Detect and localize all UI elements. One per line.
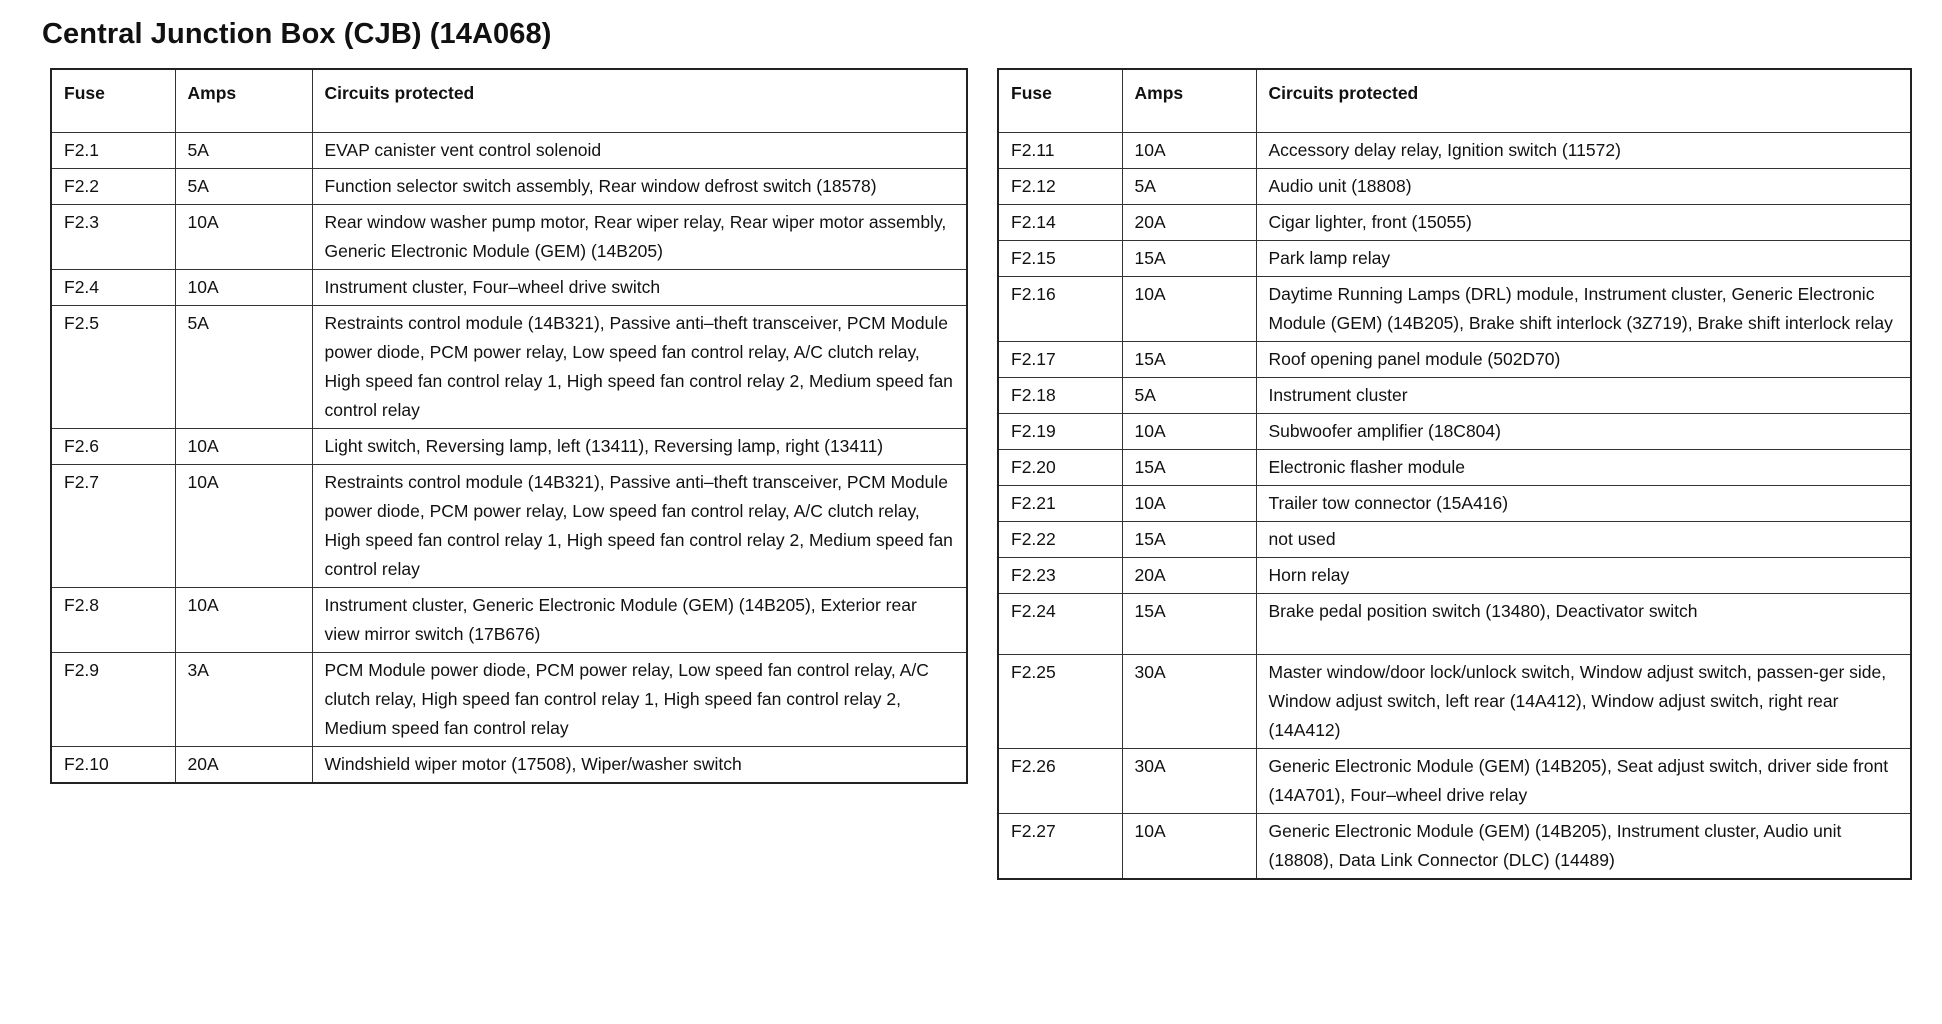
- circuits-cell: Light switch, Reversing lamp, left (13411), Reversing lamp, right (13411): [312, 429, 967, 465]
- column-header-fuse: Fuse: [51, 69, 175, 133]
- circuits-cell: Generic Electronic Module (GEM) (14B205), Seat adjust switch, driver side front (14A701), Four–wheel drive relay: [1256, 749, 1911, 814]
- circuits-cell: Roof opening panel module (502D70): [1256, 342, 1911, 378]
- amps-cell: 10A: [175, 205, 312, 270]
- fuse-cell: F2.27: [998, 814, 1122, 880]
- amps-cell: 15A: [1122, 594, 1256, 655]
- table-row: [998, 169, 1911, 205]
- fuse-cell: F2.3: [51, 205, 175, 270]
- table-row: [998, 277, 1911, 342]
- table-row: [51, 133, 967, 169]
- fuse-cell: F2.24: [998, 594, 1122, 655]
- fuse-cell: F2.10: [51, 747, 175, 784]
- page-title: Central Junction Box (CJB) (14A068): [42, 18, 552, 50]
- amps-cell: 5A: [175, 133, 312, 169]
- amps-cell: 30A: [1122, 749, 1256, 814]
- amps-cell: 10A: [1122, 414, 1256, 450]
- fuse-cell: F2.20: [998, 450, 1122, 486]
- fuse-cell: F2.7: [51, 465, 175, 588]
- fuse-cell: F2.15: [998, 241, 1122, 277]
- column-header-amps: Amps: [175, 69, 312, 133]
- circuits-cell: Generic Electronic Module (GEM) (14B205), Instrument cluster, Audio unit (18808), Data Link Connector (DLC) (14489): [1256, 814, 1911, 880]
- circuits-cell: Daytime Running Lamps (DRL) module, Instrument cluster, Generic Electronic Module (GEM) (14B205), Brake shift interlock (3Z719), Brake shift interlock relay: [1256, 277, 1911, 342]
- circuits-cell: Horn relay: [1256, 558, 1911, 594]
- table-header-row: [51, 69, 967, 133]
- circuits-cell: Audio unit (18808): [1256, 169, 1911, 205]
- amps-cell: 5A: [175, 169, 312, 205]
- fuse-cell: F2.12: [998, 169, 1122, 205]
- table-row: [998, 814, 1911, 880]
- table-row: [998, 486, 1911, 522]
- fuse-cell: F2.14: [998, 205, 1122, 241]
- amps-cell: 15A: [1122, 241, 1256, 277]
- circuits-cell: Restraints control module (14B321), Passive anti–theft transceiver, PCM Module power diode, PCM power relay, Low speed fan control relay, A/C clutch relay, High speed fan control relay 1, High speed fan control relay 2, Medium speed fan control relay: [312, 465, 967, 588]
- table-row: [998, 205, 1911, 241]
- amps-cell: 30A: [1122, 655, 1256, 749]
- table-row: [998, 342, 1911, 378]
- circuits-cell: Brake pedal position switch (13480), Deactivator switch: [1256, 594, 1911, 655]
- column-header-fuse: Fuse: [998, 69, 1122, 133]
- circuits-cell: Restraints control module (14B321), Passive anti–theft transceiver, PCM Module power diode, PCM power relay, Low speed fan control relay, A/C clutch relay, High speed fan control relay 1, High speed fan control relay 2, Medium speed fan control relay: [312, 306, 967, 429]
- fuse-cell: F2.26: [998, 749, 1122, 814]
- circuits-cell: Electronic flasher module: [1256, 450, 1911, 486]
- circuits-cell: not used: [1256, 522, 1911, 558]
- fuse-cell: F2.22: [998, 522, 1122, 558]
- fuse-table-right: [997, 68, 1912, 880]
- column-header-circuits: Circuits protected: [312, 69, 967, 133]
- amps-cell: 10A: [175, 270, 312, 306]
- table-row: [51, 306, 967, 429]
- amps-cell: 10A: [1122, 133, 1256, 169]
- table-row: [998, 749, 1911, 814]
- fuse-cell: F2.9: [51, 653, 175, 747]
- column-header-amps: Amps: [1122, 69, 1256, 133]
- circuits-cell: Instrument cluster, Generic Electronic Module (GEM) (14B205), Exterior rear view mirror switch (17B676): [312, 588, 967, 653]
- circuits-cell: PCM Module power diode, PCM power relay, Low speed fan control relay, A/C clutch relay, High speed fan control relay 1, High speed fan control relay 2, Medium speed fan control relay: [312, 653, 967, 747]
- amps-cell: 5A: [1122, 378, 1256, 414]
- fuse-cell: F2.1: [51, 133, 175, 169]
- circuits-cell: Cigar lighter, front (15055): [1256, 205, 1911, 241]
- table-header-row: [998, 69, 1911, 133]
- fuse-cell: F2.6: [51, 429, 175, 465]
- column-header-circuits: Circuits protected: [1256, 69, 1911, 133]
- table-row: [998, 133, 1911, 169]
- amps-cell: 15A: [1122, 522, 1256, 558]
- fuse-cell: F2.11: [998, 133, 1122, 169]
- circuits-cell: Subwoofer amplifier (18C804): [1256, 414, 1911, 450]
- amps-cell: 20A: [175, 747, 312, 784]
- fuse-cell: F2.4: [51, 270, 175, 306]
- fuse-cell: F2.8: [51, 588, 175, 653]
- circuits-cell: Instrument cluster: [1256, 378, 1911, 414]
- amps-cell: 20A: [1122, 205, 1256, 241]
- amps-cell: 10A: [175, 429, 312, 465]
- amps-cell: 3A: [175, 653, 312, 747]
- circuits-cell: Function selector switch assembly, Rear window defrost switch (18578): [312, 169, 967, 205]
- amps-cell: 5A: [175, 306, 312, 429]
- fuse-cell: F2.16: [998, 277, 1122, 342]
- circuits-cell: EVAP canister vent control solenoid: [312, 133, 967, 169]
- fuse-cell: F2.19: [998, 414, 1122, 450]
- amps-cell: 20A: [1122, 558, 1256, 594]
- circuits-cell: Accessory delay relay, Ignition switch (11572): [1256, 133, 1911, 169]
- amps-cell: 5A: [1122, 169, 1256, 205]
- table-row: [998, 522, 1911, 558]
- circuits-cell: Park lamp relay: [1256, 241, 1911, 277]
- fuse-cell: F2.18: [998, 378, 1122, 414]
- circuits-cell: Windshield wiper motor (17508), Wiper/washer switch: [312, 747, 967, 784]
- amps-cell: 15A: [1122, 342, 1256, 378]
- table-row: [998, 414, 1911, 450]
- table-row: [998, 655, 1911, 749]
- table-row: [998, 558, 1911, 594]
- table-row: [51, 588, 967, 653]
- circuits-cell: Rear window washer pump motor, Rear wiper relay, Rear wiper motor assembly, Generic Electronic Module (GEM) (14B205): [312, 205, 967, 270]
- table-row: [51, 747, 967, 784]
- circuits-cell: Trailer tow connector (15A416): [1256, 486, 1911, 522]
- fuse-table-left: [50, 68, 968, 784]
- amps-cell: 10A: [175, 588, 312, 653]
- circuits-cell: Instrument cluster, Four–wheel drive switch: [312, 270, 967, 306]
- amps-cell: 10A: [175, 465, 312, 588]
- fuse-cell: F2.21: [998, 486, 1122, 522]
- table-row: [51, 270, 967, 306]
- amps-cell: 10A: [1122, 277, 1256, 342]
- fuse-cell: F2.25: [998, 655, 1122, 749]
- table-row: [51, 169, 967, 205]
- fuse-cell: F2.17: [998, 342, 1122, 378]
- table-row: [998, 378, 1911, 414]
- amps-cell: 10A: [1122, 486, 1256, 522]
- amps-cell: 15A: [1122, 450, 1256, 486]
- table-row: [51, 653, 967, 747]
- fuse-cell: F2.2: [51, 169, 175, 205]
- table-row: [998, 594, 1911, 655]
- amps-cell: 10A: [1122, 814, 1256, 880]
- table-row: [51, 465, 967, 588]
- fuse-cell: F2.23: [998, 558, 1122, 594]
- table-row: [998, 241, 1911, 277]
- table-row: [998, 450, 1911, 486]
- table-row: [51, 205, 967, 270]
- circuits-cell: Master window/door lock/unlock switch, Window adjust switch, passen-ger side, Window adjust switch, left rear (14A412), Window adjust switch, right rear (14A412): [1256, 655, 1911, 749]
- fuse-cell: F2.5: [51, 306, 175, 429]
- table-row: [51, 429, 967, 465]
